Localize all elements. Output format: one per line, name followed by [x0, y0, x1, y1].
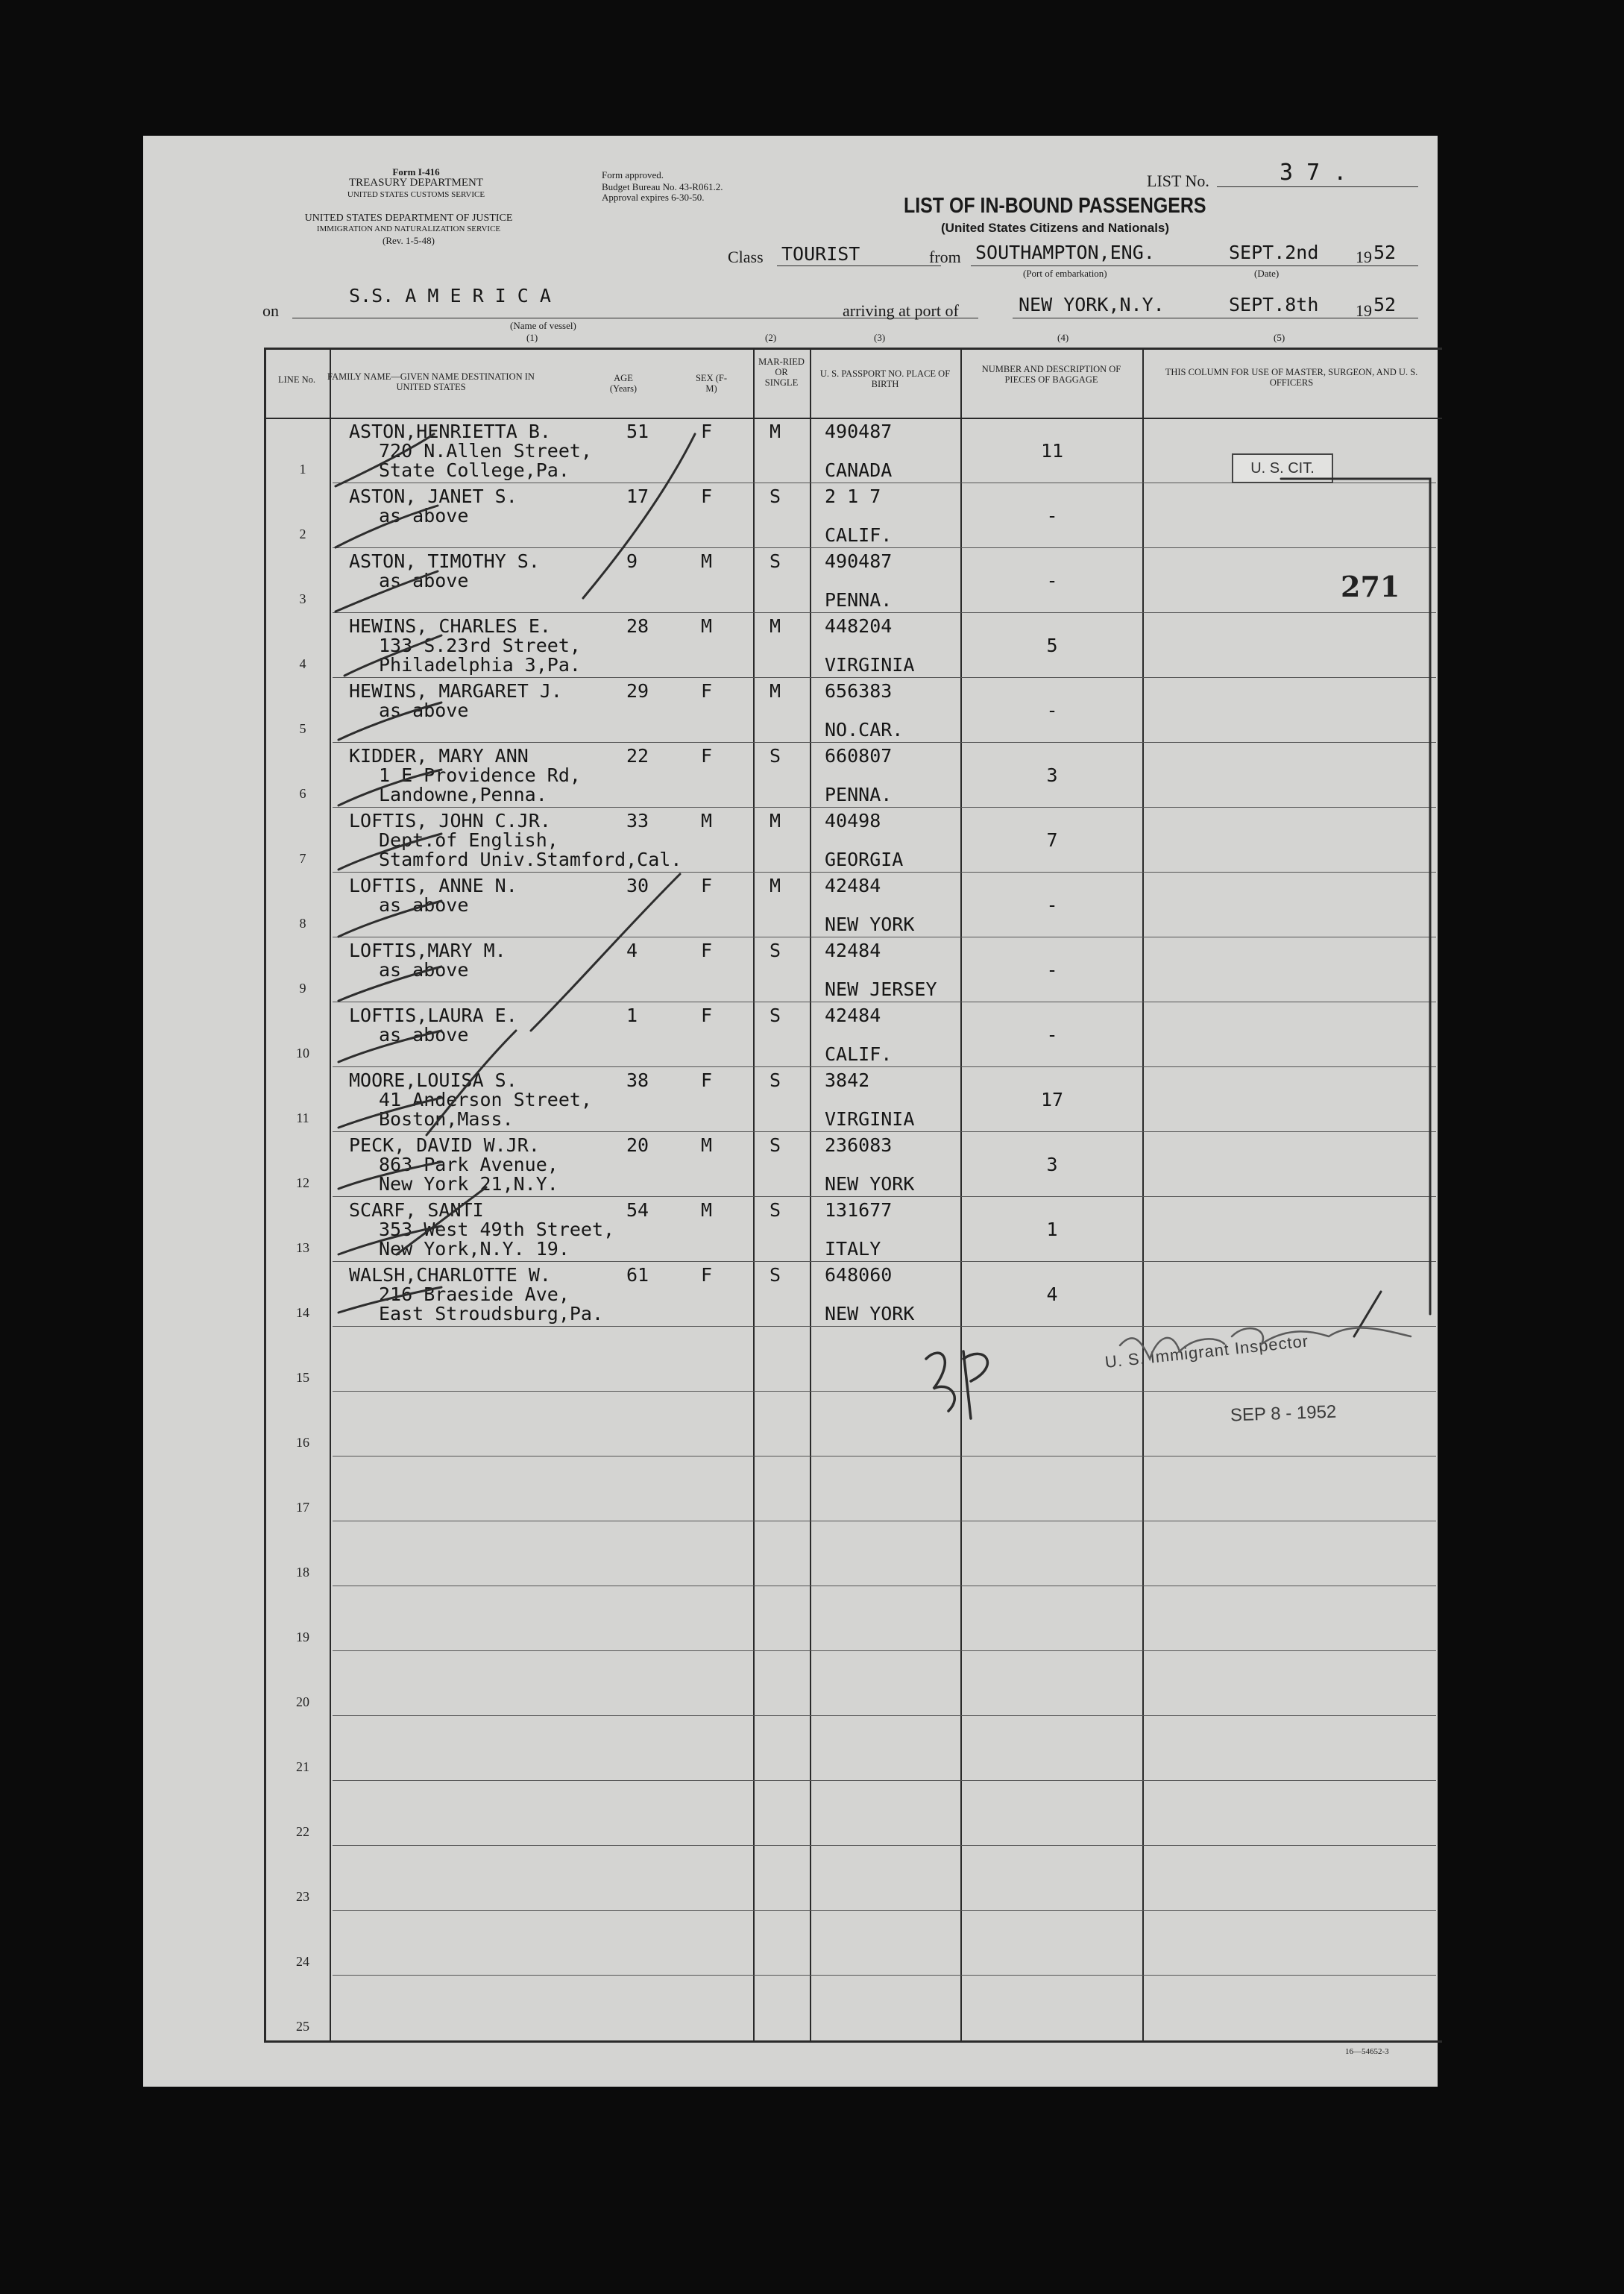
- passenger-marital-status: S: [769, 1069, 781, 1091]
- col-num-4: (4): [1057, 332, 1069, 343]
- place-of-birth: NEW YORK: [825, 1173, 915, 1195]
- passenger-address-1: as above: [379, 959, 469, 981]
- line-number: 7: [299, 851, 306, 866]
- pencil-slash: [583, 434, 695, 598]
- row-rule: [333, 1326, 1436, 1327]
- row-rule: [333, 1715, 1436, 1716]
- inspector-date: SEP 8 - 1952: [1230, 1401, 1337, 1426]
- passenger-address-1: as above: [379, 570, 469, 591]
- passenger-address-1: Dept.of English,: [379, 829, 558, 851]
- passenger-name: LOFTIS, ANNE N.: [349, 875, 517, 896]
- from-year-prefix: 19: [1356, 248, 1372, 266]
- passenger-address-2: State College,Pa.: [379, 459, 570, 481]
- list-no-label: LIST No.: [1147, 172, 1209, 190]
- line-number: 22: [296, 1824, 309, 1839]
- passport-number: 490487: [825, 550, 893, 572]
- row-rule: [333, 1910, 1436, 1911]
- passenger-sex: F: [701, 421, 713, 442]
- form-approved: Form approved.: [602, 169, 664, 180]
- place-of-birth: VIRGINIA: [825, 654, 915, 676]
- line-number: 21: [296, 1759, 309, 1774]
- from-port: SOUTHAMPTON,ENG.: [975, 242, 1155, 263]
- passenger-address-1: 1 E Providence Rd,: [379, 764, 581, 786]
- place-of-birth: VIRGINIA: [825, 1108, 915, 1130]
- passenger-marital-status: S: [769, 1199, 781, 1221]
- line-number: 1: [299, 462, 306, 477]
- budget-bureau: Budget Bureau No. 43-R061.2.: [602, 181, 723, 192]
- passport-number: 656383: [825, 680, 893, 702]
- passenger-sex: M: [701, 1199, 713, 1221]
- line-number: 12: [296, 1175, 309, 1190]
- place-of-birth: NO.CAR.: [825, 719, 904, 741]
- passenger-name: SCARF, SANTI: [349, 1199, 484, 1221]
- count-271: 271: [1341, 570, 1400, 603]
- manifest-page: [143, 136, 1438, 2087]
- initials-mark: [926, 1351, 987, 1418]
- passenger-name: ASTON, JANET S.: [349, 485, 517, 507]
- passenger-age: 9: [626, 550, 638, 572]
- place-of-birth: NEW YORK: [825, 914, 915, 935]
- line-number: 25: [296, 2019, 309, 2034]
- passenger-name: WALSH,CHARLOTTE W.: [349, 1264, 551, 1286]
- class-label: Class: [728, 248, 764, 266]
- passport-number: 2 1 7: [825, 485, 881, 507]
- baggage-count: -: [1046, 1024, 1058, 1046]
- col-rule-left: [264, 348, 266, 2042]
- passenger-address-2: Philadelphia 3,Pa.: [379, 654, 581, 676]
- class-rule: [777, 265, 941, 266]
- passport-number: 42484: [825, 940, 881, 961]
- row-rule: [333, 1650, 1436, 1651]
- class-value: TOURIST: [781, 243, 860, 265]
- line-number: 19: [296, 1630, 309, 1644]
- line-number: 5: [299, 721, 306, 736]
- connector-line: [1354, 1292, 1381, 1336]
- row-rule: [333, 807, 1436, 808]
- row-rule: [333, 1391, 1436, 1392]
- baggage-count: -: [1046, 570, 1058, 591]
- place-of-birth: CALIF.: [825, 1043, 893, 1065]
- row-rule: [333, 547, 1436, 548]
- passport-number: 42484: [825, 875, 881, 896]
- passenger-sex: F: [701, 680, 713, 702]
- passenger-address-1: 863 Park Avenue,: [379, 1154, 558, 1175]
- line-number: 16: [296, 1435, 309, 1450]
- col-header-officers: THIS COLUMN FOR USE OF MASTER, SURGEON, AND U. S. OFFICERS: [1165, 367, 1418, 388]
- passenger-name: ASTON,HENRIETTA B.: [349, 421, 551, 442]
- from-date: SEPT.2nd: [1229, 242, 1319, 263]
- passenger-age: 33: [626, 810, 649, 832]
- passenger-address-1: 216 Braeside Ave,: [379, 1283, 570, 1305]
- col-header-sex: SEX (F-M): [695, 373, 728, 394]
- passenger-age: 38: [626, 1069, 649, 1091]
- arrival-port: NEW YORK,N.Y.: [1019, 294, 1165, 315]
- place-of-birth: ITALY: [825, 1238, 881, 1260]
- form-rev: (Rev. 1-5-48): [383, 235, 435, 246]
- passenger-name: LOFTIS,LAURA E.: [349, 1005, 517, 1026]
- passport-number: 40498: [825, 810, 881, 832]
- passport-number: 42484: [825, 1005, 881, 1026]
- passenger-age: 30: [626, 875, 649, 896]
- line-number: 8: [299, 916, 306, 931]
- passenger-marital-status: M: [769, 810, 781, 832]
- col-header-passport: U. S. PASSPORT NO. PLACE OF BIRTH: [819, 368, 951, 389]
- col-rule-married: [753, 348, 755, 2042]
- col-num-3: (3): [874, 332, 886, 343]
- line-number: 14: [296, 1305, 309, 1320]
- col-rule-baggage: [960, 348, 962, 2042]
- line-number: 2: [299, 527, 306, 541]
- baggage-count: 3: [1046, 1154, 1058, 1175]
- line-number: 13: [296, 1240, 309, 1255]
- inspector-title: U. S. Immigrant Inspector: [1104, 1331, 1310, 1371]
- passenger-sex: F: [701, 875, 713, 896]
- passenger-address-1: as above: [379, 894, 469, 916]
- passenger-age: 17: [626, 485, 649, 507]
- passenger-sex: F: [701, 1264, 713, 1286]
- passenger-address-1: 41 Anderson Street,: [379, 1089, 592, 1110]
- place-of-birth: PENNA.: [825, 589, 893, 611]
- passenger-name: HEWINS, MARGARET J.: [349, 680, 562, 702]
- baggage-count: -: [1046, 505, 1058, 527]
- arrival-year-prefix: 19: [1356, 301, 1372, 320]
- baggage-count: -: [1046, 894, 1058, 916]
- list-no-rule: [1217, 186, 1418, 187]
- row-rule: [333, 612, 1436, 613]
- passenger-name: KIDDER, MARY ANN: [349, 745, 529, 767]
- passport-number: 648060: [825, 1264, 893, 1286]
- passenger-age: 54: [626, 1199, 649, 1221]
- row-rule: [333, 1845, 1436, 1846]
- passenger-sex: F: [701, 1069, 713, 1091]
- baggage-count: 1: [1046, 1219, 1058, 1240]
- passenger-name: MOORE,LOUISA S.: [349, 1069, 517, 1091]
- passenger-sex: M: [701, 1134, 713, 1156]
- col-rule-line: [330, 348, 331, 2042]
- passport-number: 490487: [825, 421, 893, 442]
- port-embark-caption: (Port of embarkation): [1023, 268, 1107, 279]
- passenger-age: 51: [626, 421, 649, 442]
- col-header-line: LINE No.: [278, 374, 315, 385]
- passenger-marital-status: M: [769, 615, 781, 637]
- baggage-count: 3: [1046, 764, 1058, 786]
- row-rule: [333, 1131, 1436, 1132]
- place-of-birth: PENNA.: [825, 784, 893, 805]
- place-of-birth: CALIF.: [825, 524, 893, 546]
- baggage-count: 11: [1040, 440, 1064, 462]
- arrival-year: 52: [1373, 294, 1397, 315]
- form-id: Form I-416: [392, 166, 440, 177]
- footer-code: 16—54652-3: [1345, 2047, 1389, 2056]
- passport-number: 3842: [825, 1069, 870, 1091]
- approval-expires: Approval expires 6-30-50.: [602, 192, 705, 203]
- line-number: 23: [296, 1889, 309, 1904]
- passenger-address-1: 720 N.Allen Street,: [379, 440, 592, 462]
- dept-customs: UNITED STATES CUSTOMS SERVICE: [347, 190, 485, 199]
- passenger-address-1: 353 West 49th Street,: [379, 1219, 615, 1240]
- passenger-address-2: Boston,Mass.: [379, 1108, 514, 1130]
- row-rule: [333, 742, 1436, 743]
- passport-number: 236083: [825, 1134, 893, 1156]
- passenger-marital-status: S: [769, 1134, 781, 1156]
- line-number: 9: [299, 981, 306, 996]
- line-number: 11: [296, 1110, 309, 1125]
- us-cit-stamp: U. S. CIT.: [1232, 453, 1333, 483]
- passenger-age: 1: [626, 1005, 638, 1026]
- passenger-sex: F: [701, 745, 713, 767]
- line-number: 20: [296, 1694, 309, 1709]
- baggage-count: -: [1046, 700, 1058, 721]
- col-header-name: FAMILY NAME—GIVEN NAME DESTINATION IN UNITED STATES: [327, 371, 535, 392]
- passenger-name: ASTON, TIMOTHY S.: [349, 550, 540, 572]
- passenger-sex: F: [701, 1005, 713, 1026]
- pencil-slash: [531, 874, 680, 1031]
- passenger-marital-status: M: [769, 875, 781, 896]
- arriving-label: arriving at port of: [843, 301, 959, 320]
- passport-number: 660807: [825, 745, 893, 767]
- dept-immigration: IMMIGRATION AND NATURALIZATION SERVICE: [316, 224, 501, 233]
- passenger-address-2: East Stroudsburg,Pa.: [379, 1303, 604, 1324]
- place-of-birth: NEW YORK: [825, 1303, 915, 1324]
- baggage-count: 5: [1046, 635, 1058, 656]
- col-rule-officers: [1142, 348, 1144, 2042]
- page-title: LIST OF IN-BOUND PASSENGERS: [904, 194, 1206, 218]
- passenger-sex: M: [701, 550, 713, 572]
- vessel-name: S.S. A M E R I C A: [349, 285, 551, 307]
- line-number: 17: [296, 1500, 309, 1515]
- passenger-name: LOFTIS,MARY M.: [349, 940, 506, 961]
- col-num-5: (5): [1274, 332, 1285, 343]
- passenger-name: LOFTIS, JOHN C.JR.: [349, 810, 551, 832]
- from-label: from: [929, 248, 961, 266]
- passenger-address-1: as above: [379, 700, 469, 721]
- row-rule: [333, 1780, 1436, 1781]
- vessel-caption: (Name of vessel): [510, 320, 576, 331]
- baggage-count: 17: [1040, 1089, 1064, 1110]
- col-header-married: MAR-RIED OR SINGLE: [758, 356, 805, 388]
- col-rule-passport: [810, 348, 811, 2042]
- row-rule: [333, 1975, 1436, 1976]
- row-rule: [333, 1066, 1436, 1067]
- passenger-age: 4: [626, 940, 638, 961]
- passenger-marital-status: M: [769, 421, 781, 442]
- list-no-value: 3 7 .: [1280, 160, 1347, 186]
- passenger-sex: F: [701, 940, 713, 961]
- line-number: 4: [299, 656, 306, 671]
- place-of-birth: CANADA: [825, 459, 893, 481]
- baggage-count: -: [1046, 959, 1058, 981]
- passenger-age: 29: [626, 680, 649, 702]
- baggage-count: 7: [1046, 829, 1058, 851]
- passenger-name: HEWINS, CHARLES E.: [349, 615, 551, 637]
- handwritten-marks: [143, 136, 1438, 2087]
- row-rule: [333, 872, 1436, 873]
- passenger-address-2: New York,N.Y. 19.: [379, 1238, 570, 1260]
- table-header-rule: [264, 418, 1442, 419]
- passenger-sex: M: [701, 810, 713, 832]
- passenger-address-2: New York 21,N.Y.: [379, 1173, 558, 1195]
- passenger-marital-status: S: [769, 1264, 781, 1286]
- col-num-1: (1): [526, 332, 538, 343]
- connector-line: [1281, 479, 1430, 1314]
- passenger-age: 22: [626, 745, 649, 767]
- baggage-count: 4: [1046, 1283, 1058, 1305]
- passenger-name: PECK, DAVID W.JR.: [349, 1134, 540, 1156]
- row-rule: [333, 677, 1436, 678]
- passport-number: 131677: [825, 1199, 893, 1221]
- line-number: 3: [299, 591, 306, 606]
- passenger-marital-status: S: [769, 485, 781, 507]
- passport-number: 448204: [825, 615, 893, 637]
- from-rule: [971, 265, 1418, 266]
- place-of-birth: NEW JERSEY: [825, 978, 937, 1000]
- passenger-address-2: Landowne,Penna.: [379, 784, 547, 805]
- passenger-sex: F: [701, 485, 713, 507]
- col-num-2: (2): [765, 332, 777, 343]
- line-number: 15: [296, 1370, 309, 1385]
- page-subtitle: (United States Citizens and Nationals): [941, 221, 1170, 235]
- passenger-age: 20: [626, 1134, 649, 1156]
- col-header-baggage: NUMBER AND DESCRIPTION OF PIECES OF BAGGAGE: [981, 364, 1121, 385]
- date-caption: (Date): [1254, 268, 1280, 279]
- passenger-sex: M: [701, 615, 713, 637]
- place-of-birth: GEORGIA: [825, 849, 904, 870]
- passenger-marital-status: S: [769, 940, 781, 961]
- passenger-marital-status: M: [769, 680, 781, 702]
- passenger-age: 61: [626, 1264, 649, 1286]
- passenger-marital-status: S: [769, 745, 781, 767]
- passenger-address-2: Stamford Univ.Stamford,Cal.: [379, 849, 682, 870]
- passenger-marital-status: S: [769, 1005, 781, 1026]
- from-year: 52: [1373, 242, 1397, 263]
- dept-justice: UNITED STATES DEPARTMENT OF JUSTICE: [304, 213, 513, 224]
- on-label: on: [262, 301, 279, 320]
- table-bottom-rule: [264, 2040, 1442, 2043]
- table-top-rule: [264, 348, 1442, 350]
- line-number: 10: [296, 1046, 309, 1060]
- passenger-age: 28: [626, 615, 649, 637]
- row-rule: [333, 1196, 1436, 1197]
- line-number: 24: [296, 1954, 309, 1969]
- dept-treasury: TREASURY DEPARTMENT: [348, 177, 484, 189]
- col-header-age: AGE (Years): [609, 373, 638, 394]
- line-number: 6: [299, 786, 306, 801]
- row-rule: [333, 1261, 1436, 1262]
- passenger-marital-status: S: [769, 550, 781, 572]
- passenger-address-1: as above: [379, 1024, 469, 1046]
- arrival-date: SEPT.8th: [1229, 294, 1319, 315]
- passenger-address-1: as above: [379, 505, 469, 527]
- line-number: 18: [296, 1565, 309, 1580]
- passenger-address-1: 133 S.23rd Street,: [379, 635, 581, 656]
